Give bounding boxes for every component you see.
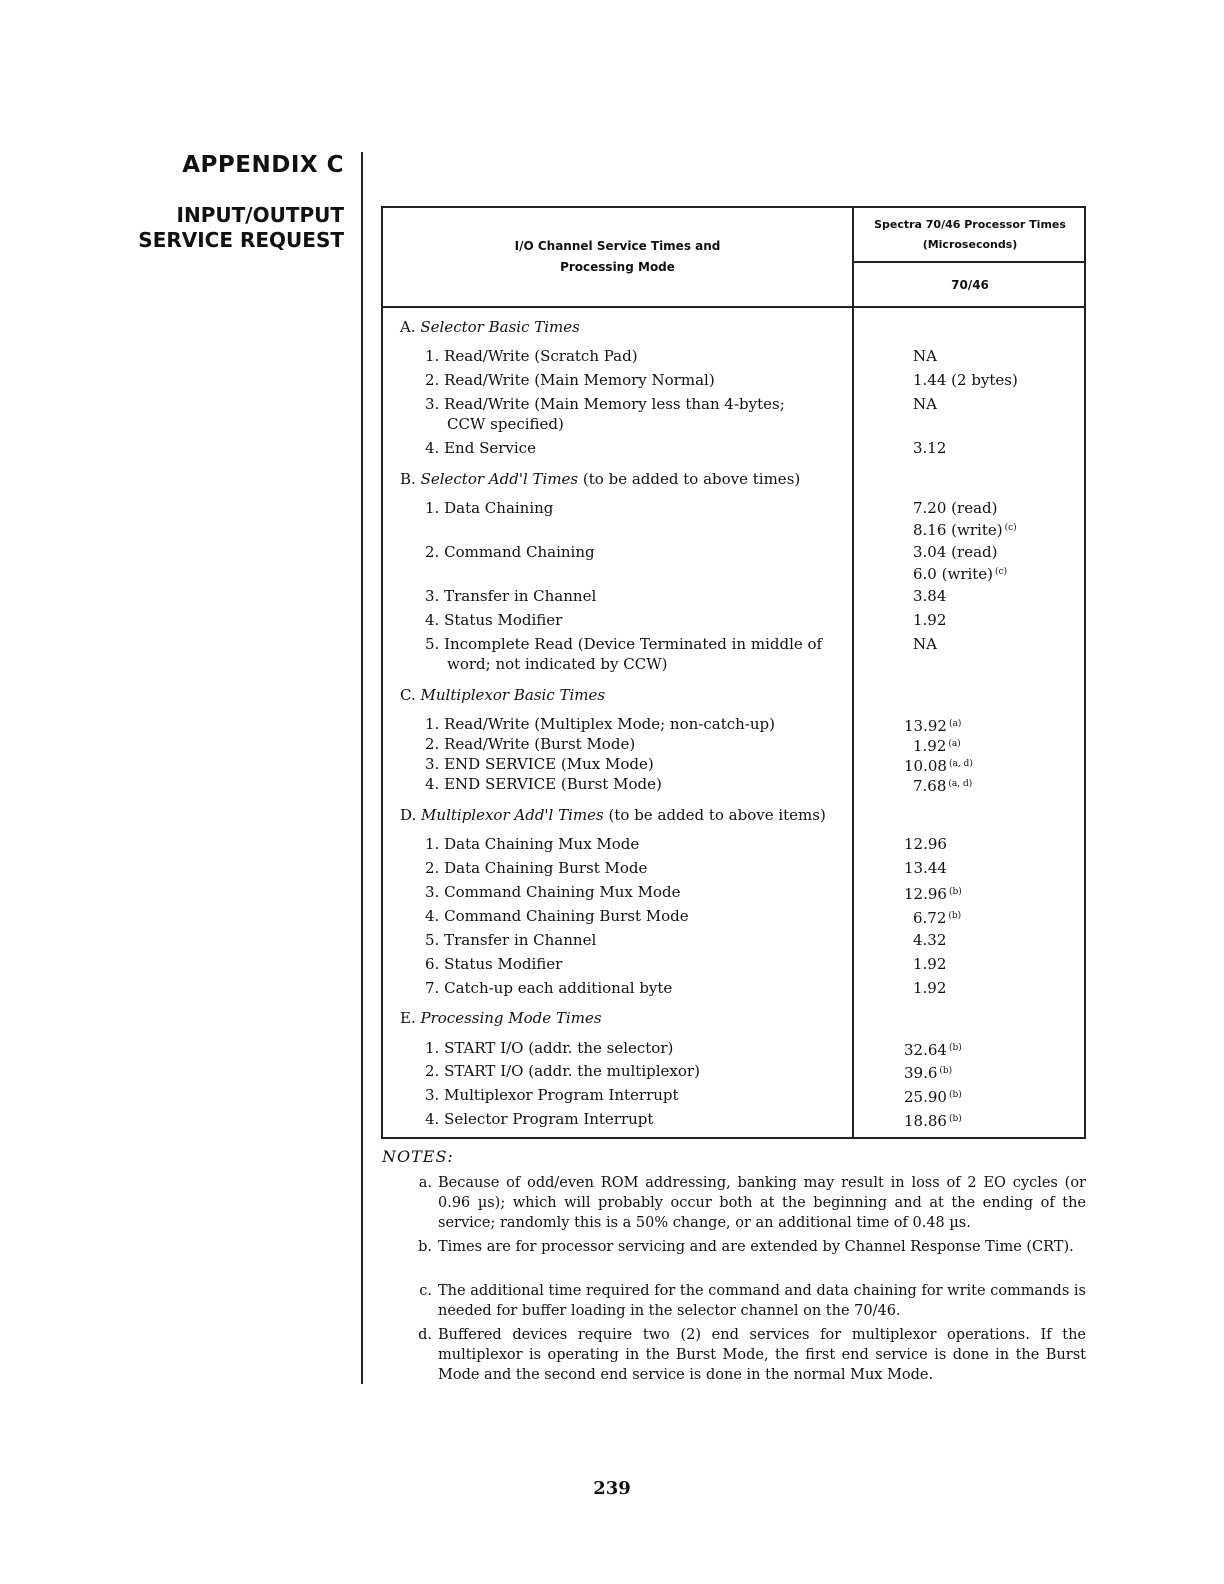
page-number: 239 bbox=[593, 1478, 631, 1499]
table-row: 4. Command Chaining Burst Mode bbox=[425, 907, 689, 925]
table-column-divider bbox=[852, 206, 854, 1139]
row-value: 1.44 (2 bytes) bbox=[913, 371, 1018, 389]
row-value: 3.84 bbox=[913, 587, 947, 605]
row-value: NA bbox=[913, 395, 937, 413]
row-value: 7.20 (read) 8.16 (write) $^{(c)}$ bbox=[913, 499, 1017, 539]
column-header-processor-times: Spectra 70/46 Processor Times (Microseconds) bbox=[874, 217, 1066, 251]
note-text: The additional time required for the command and data chaining for write commands is needed for buffer loading in the selector channel on the 70/46. bbox=[438, 1283, 1086, 1319]
note-label: d. bbox=[418, 1327, 432, 1343]
note-text: Buffered devices require two (2) end services for multiplexor operations. If the multiplexor is operating in the Burst Mode, the first end service is done in the Burst Mode and the second end service is done in the normal Mux Mode. bbox=[438, 1327, 1086, 1383]
appendix-title: APPENDIX C bbox=[182, 152, 344, 178]
table-row: 2. Read/Write (Burst Mode) bbox=[425, 735, 636, 753]
note-b bbox=[412, 1237, 1086, 1257]
section-b-heading: B. Selector Add'l Times (to be added to above times) bbox=[400, 470, 801, 488]
row-value: 3.04 (read) 6.0 (write) $^{(c)}$ bbox=[913, 543, 1008, 583]
note-d bbox=[412, 1325, 1086, 1385]
row-value: 25.90 $^{(b)}$ bbox=[904, 1088, 962, 1106]
notes-title: NOTES: bbox=[382, 1147, 454, 1166]
note-c bbox=[412, 1281, 1086, 1321]
table-row: 1. Data Chaining Mux Mode bbox=[425, 835, 640, 853]
table-row: 3. END SERVICE (Mux Mode) bbox=[425, 755, 654, 773]
section-d-heading: D. Multiplexor Add'l Times (to be added to above items) bbox=[400, 806, 826, 824]
row-value: NA bbox=[913, 347, 937, 365]
note-label: a. bbox=[418, 1175, 432, 1191]
row-value: 12.96 bbox=[904, 835, 947, 853]
table-row: 4. Selector Program Interrupt bbox=[425, 1110, 654, 1128]
row-value: 39.6 $^{(b)}$ bbox=[904, 1064, 953, 1082]
table-row: 2. Data Chaining Burst Mode bbox=[425, 859, 648, 877]
table-row: 4. Status Modifier bbox=[425, 611, 563, 629]
note-label: b. bbox=[418, 1239, 432, 1255]
section-e-heading: E. Processing Mode Times bbox=[400, 1009, 602, 1027]
table-row: 5. Incomplete Read (Device Terminated in middle of word; not indicated by CCW) bbox=[425, 635, 823, 673]
section-title-line2: SERVICE REQUEST bbox=[138, 228, 344, 252]
row-value: 18.86 $^{(b)}$ bbox=[904, 1112, 962, 1130]
note-a bbox=[412, 1173, 1086, 1233]
table-row: 2. Command Chaining bbox=[425, 543, 595, 561]
row-value: 7.68 $^{(a, d)}$ bbox=[913, 777, 973, 795]
note-text: Because of odd/even ROM addressing, banking may result in loss of 2 EO cycles (or 0.96 µs); which will probably occur both at the beginning and at the ending of the service; randomly this is a 50% change, or an additional time of 0.48 µs. bbox=[438, 1175, 1086, 1231]
table-row: 3. Multiplexor Program Interrupt bbox=[425, 1086, 679, 1104]
table-row: 4. End Service bbox=[425, 439, 536, 457]
note-text: Times are for processor servicing and are extended by Channel Response Time (CRT). bbox=[438, 1239, 1074, 1255]
column-subheader-model: 70/46 bbox=[951, 277, 989, 292]
note-label: c. bbox=[419, 1283, 432, 1299]
row-value: 12.96 $^{(b)}$ bbox=[904, 885, 962, 903]
table-row: 3. Command Chaining Mux Mode bbox=[425, 883, 681, 901]
table-row: 2. Read/Write (Main Memory Normal) bbox=[425, 371, 715, 389]
table-row: 3. Transfer in Channel bbox=[425, 587, 597, 605]
row-value: 10.08 $^{(a, d)}$ bbox=[904, 757, 973, 775]
section-a-heading: A. Selector Basic Times bbox=[400, 318, 580, 336]
table-row: 7. Catch-up each additional byte bbox=[425, 979, 673, 997]
table-row: 6. Status Modifier bbox=[425, 955, 563, 973]
table-row: 1. START I/O (addr. the selector) bbox=[425, 1039, 674, 1057]
row-value: 3.12 bbox=[913, 439, 947, 457]
row-value: 13.44 bbox=[904, 859, 947, 877]
row-value: 1.92 bbox=[913, 955, 947, 973]
section-title-line1: INPUT/OUTPUT bbox=[176, 203, 344, 227]
margin-rule bbox=[361, 152, 363, 1384]
row-value: 32.64 $^{(b)}$ bbox=[904, 1041, 962, 1059]
table-row: 1. Read/Write (Multiplex Mode; non-catch-up) bbox=[425, 715, 775, 733]
section-c-heading: C. Multiplexor Basic Times bbox=[400, 686, 606, 704]
row-value: 1.92 bbox=[913, 611, 947, 629]
row-value: 13.92 $^{(a)}$ bbox=[904, 717, 962, 735]
row-value: NA bbox=[913, 635, 937, 653]
table-row: 2. START I/O (addr. the multiplexor) bbox=[425, 1062, 700, 1080]
table-row: 1. Data Chaining bbox=[425, 499, 554, 517]
table-row: 4. END SERVICE (Burst Mode) bbox=[425, 775, 662, 793]
row-value: 4.32 bbox=[913, 931, 947, 949]
table-row: 5. Transfer in Channel bbox=[425, 931, 597, 949]
row-value: 1.92 $^{(a)}$ bbox=[913, 737, 961, 755]
column-header-service: I/O Channel Service Times and Processing Mode bbox=[514, 239, 721, 274]
row-value: 1.92 bbox=[913, 979, 947, 997]
table-header-rule bbox=[381, 306, 1086, 308]
row-value: 6.72 $^{(b)}$ bbox=[913, 909, 962, 927]
table-row: 3. Read/Write (Main Memory less than 4-bytes; CCW specified) bbox=[425, 395, 785, 433]
section-title bbox=[138, 203, 344, 253]
table-row: 1. Read/Write (Scratch Pad) bbox=[425, 347, 638, 365]
